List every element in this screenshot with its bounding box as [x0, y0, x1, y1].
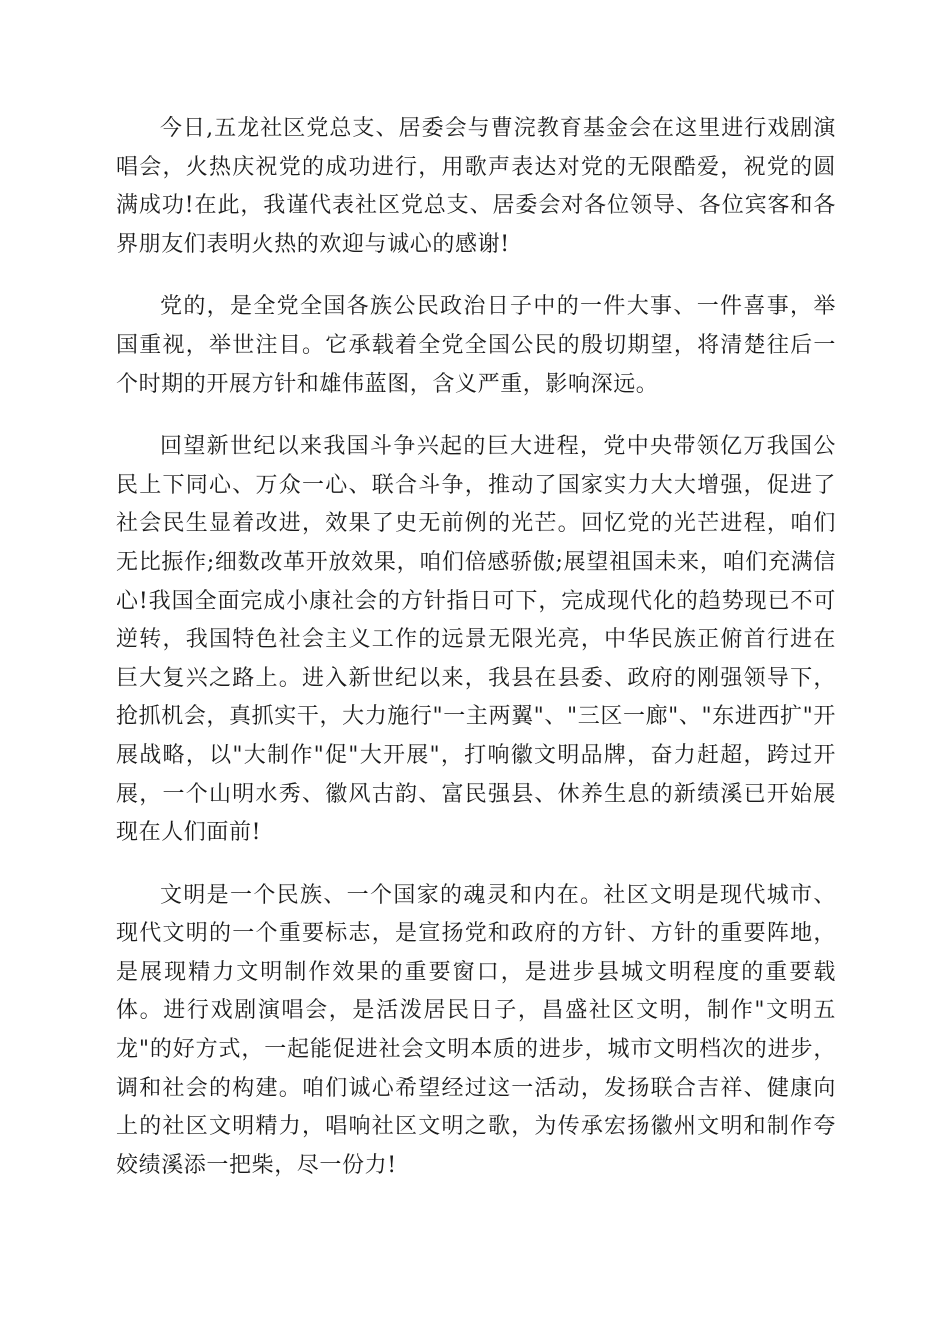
- paragraph-1: 今日,五龙社区党总支、居委会与曹浣教育基金会在这里进行戏剧演唱会，火热庆祝党的成功进行，用歌声表达对党的无限酷爱，祝党的圆满成功!在此，我谨代表社区党总支、居委会对各位领导、各位宾客和各界朋友们表明火热的欢迎与诚心的感谢!: [116, 116, 836, 257]
- paragraph-4: 文明是一个民族、一个国家的魂灵和内在。社区文明是现代城市、现代文明的一个重要标志，是宣扬党和政府的方针、方针的重要阵地，是展现精力文明制作效果的重要窗口，是进步县城文明程度的重要载体。进行戏剧演唱会，是活泼居民日子，昌盛社区文明，制作"文明五龙"的好方式，一起能促进社会文明本质的进步，城市文明档次的进步，调和社会的构建。咱们诚心希望经过这一活动，发扬联合吉祥、健康向上的社区文明精力，唱响社区文明之歌，为传承宏扬徽州文明和制作夸姣绩溪添一把柴，尽一份力!: [116, 882, 836, 1178]
- document-body: [116, 110, 836, 1209]
- paragraph-2: 党的，是全党全国各族公民政治日子中的一件大事、一件喜事，举国重视，举世注目。它承载着全党全国公民的殷切期望，将清楚往后一个时期的开展方针和雄伟蓝图，含义严重，影响深远。: [116, 294, 836, 397]
- paragraph-3: 回望新世纪以来我国斗争兴起的巨大进程，党中央带领亿万我国公民上下同心、万众一心、联合斗争，推动了国家实力大大增强，促进了社会民生显着改进，效果了史无前例的光芒。回忆党的光芒进程，咱们无比振作;细数改革开放效果，咱们倍感骄傲;展望祖国未来，咱们充满信心!我国全面完成小康社会的方针指日可下，完成现代化的趋势现已不可逆转，我国特色社会主义工作的远景无限光亮，中华民族正俯首行进在巨大复兴之路上。进入新世纪以来，我县在县委、政府的刚强领导下，抢抓机会，真抓实干，大力施行"一主两翼"、"三区一廊"、"东进西扩"开展战略，以"大制作"促"大开展"，打响徽文明品牌，奋力赶超，跨过开展，一个山明水秀、徽风古韵、富民强县、休养生息的新绩溪已开始展现在人们面前!: [116, 434, 836, 846]
